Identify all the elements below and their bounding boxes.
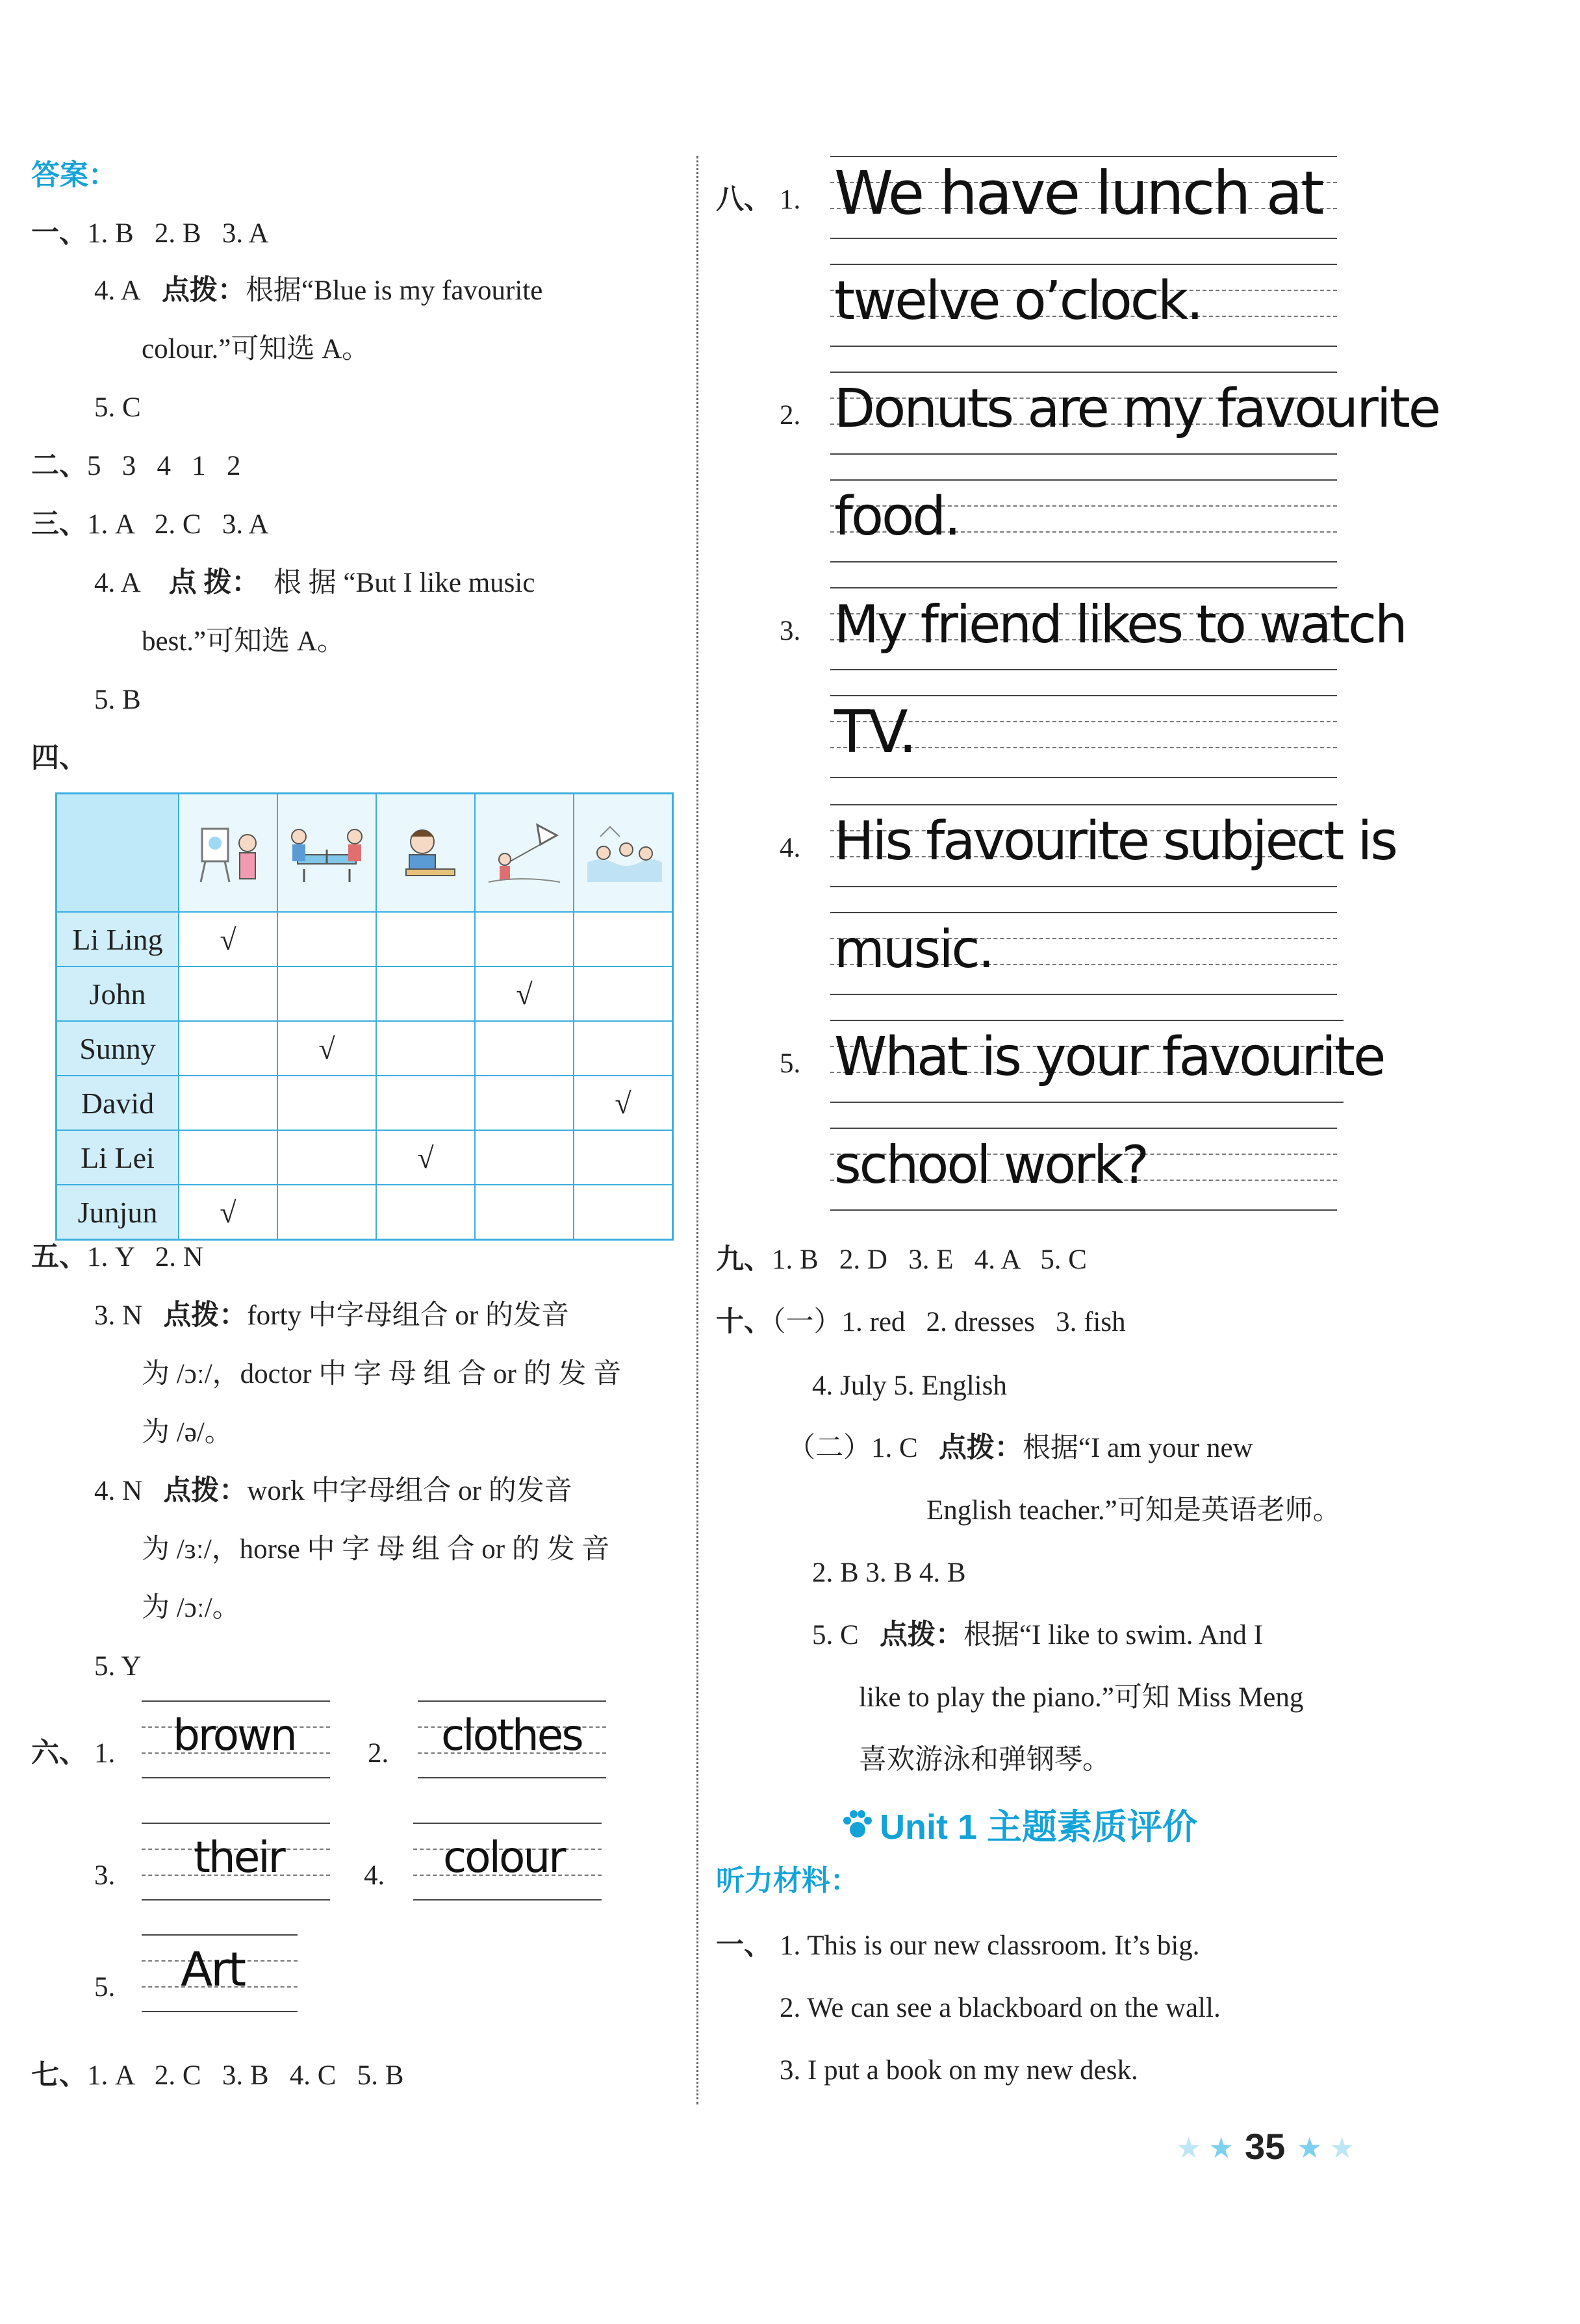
row-mark: √ [179, 1185, 277, 1240]
q6-2-word: clothes [441, 1710, 582, 1760]
row-mark [475, 1185, 574, 1240]
q3-5: 5. B [94, 685, 141, 715]
unit-title: Unit 1 主题素质评价 [880, 1808, 1198, 1847]
q6-1-word: brown [173, 1710, 296, 1760]
q1-4-row [94, 272, 542, 310]
activity-swimming-image [574, 794, 673, 913]
q6-1-num: 1. [94, 1738, 116, 1769]
row-mark: √ [376, 1130, 475, 1185]
row-mark [376, 1076, 475, 1130]
row-name: John [57, 966, 179, 1021]
q3-4-cont: best.”可知选 A。 [142, 626, 345, 657]
star-icon: ★ [1208, 2132, 1234, 2164]
q6-3-num: 3. [94, 1860, 116, 1891]
q4-num: 四、 [31, 743, 87, 774]
q3-num: 三、 [31, 509, 87, 540]
q8-5-num: 5. [780, 1048, 801, 1079]
q10-2-answer: （二）1. C [787, 1433, 918, 1463]
table-row [57, 1130, 673, 1185]
q8-3-text1: My friend likes to watch [834, 594, 1406, 655]
q8-4-num: 4. [780, 833, 801, 863]
q10-2-row [787, 1429, 1253, 1468]
page-number: 35 [1245, 2126, 1286, 2167]
activity-pingpong-image [277, 794, 376, 913]
q2-row [31, 447, 241, 486]
q1-row [31, 214, 269, 253]
table-corner [57, 794, 179, 913]
q8-3-line1 [830, 587, 1406, 678]
q8-3-num: 3. [780, 616, 801, 646]
q8-5-line2 [830, 1128, 1337, 1219]
q3-4-text: 根 据 “But I like music [273, 568, 535, 598]
star-icon: ★ [1297, 2132, 1323, 2164]
q10-2-tip: 点拨： [938, 1433, 1023, 1463]
q5-4-cont: 为 /ɜː/，horse 中 字 母 组 合 or 的 发 音 [142, 1534, 610, 1565]
q1-4-answer: 4. A [94, 275, 141, 306]
listen-item: 3. I put a book on my new desk. [780, 2055, 1138, 2086]
q7-row [31, 2056, 403, 2095]
paw-icon [838, 1805, 877, 1844]
row-mark [475, 1076, 574, 1130]
q3-4-tip: 点 拨： [168, 568, 260, 598]
row-mark [475, 912, 574, 966]
row-mark [277, 912, 376, 966]
row-mark [376, 1185, 475, 1240]
q1-text: 1. B 2. B 3. A [87, 218, 269, 249]
activity-reading-image [376, 794, 475, 913]
row-mark [277, 1130, 376, 1185]
q2-num: 二、 [31, 451, 87, 481]
q5-3-text: forty 中字母组合 or 的发音 [247, 1300, 569, 1331]
q6-5-num: 5. [94, 1972, 116, 2002]
q3-4-row [94, 564, 535, 603]
row-mark [179, 1130, 277, 1185]
q5-text: 1. Y 2. N [87, 1242, 203, 1272]
activity-kite-image [475, 794, 574, 913]
q2-text: 5 3 4 1 2 [87, 451, 241, 481]
q8-5-line1 [830, 1020, 1384, 1111]
q10-row [716, 1303, 1126, 1342]
q5-4-tip: 点拨： [163, 1476, 248, 1506]
q6-num: 六、 [31, 1738, 87, 1769]
row-name: Junjun [57, 1185, 179, 1240]
q5-4-text: work 中字母组合 or 的发音 [247, 1476, 572, 1506]
q10-text: （一）1. red 2. dresses 3. fish [772, 1307, 1126, 1337]
row-name: Li Lei [57, 1130, 179, 1185]
q8-2-line1 [830, 372, 1440, 462]
q8-5-text1: What is your favourite [834, 1026, 1384, 1088]
row-mark: √ [179, 912, 277, 966]
q8-4-line2 [830, 912, 1337, 1003]
q5-4-row [94, 1472, 572, 1511]
q10-2-b: 2. B 3. B 4. B [812, 1558, 966, 1588]
q8-2-num: 2. [780, 400, 801, 431]
row-mark [574, 1021, 673, 1076]
row-mark [376, 1021, 475, 1076]
table-header-row [57, 794, 673, 913]
q7-text: 1. A 2. C 3. B 4. C 5. B [87, 2060, 404, 2091]
q8-3-line2 [830, 695, 1337, 786]
listen-item: 2. We can see a blackboard on the wall. [780, 1993, 1221, 2023]
q8-1-text2: twelve o’clock. [834, 270, 1202, 332]
star-icon: ★ [1329, 2132, 1355, 2164]
q8-1-line2 [830, 264, 1337, 355]
q8-4-line1 [830, 804, 1396, 895]
q3-text: 1. A 2. C 3. A [87, 509, 269, 540]
q8-2-text2: food. [834, 486, 960, 548]
q8-2-text1: Donuts are my favourite [834, 378, 1440, 440]
row-mark [277, 1076, 376, 1130]
column-divider [696, 156, 698, 2104]
q10-5-answer: 5. C [812, 1620, 859, 1650]
q8-1-line1 [830, 156, 1337, 247]
q10-5-tip: 点拨： [879, 1620, 963, 1650]
q10-num: 十、 [716, 1307, 772, 1337]
star-icon: ★ [1176, 2132, 1202, 2164]
unit-title-row [838, 1799, 1197, 1849]
q3-row [31, 505, 269, 544]
row-name: Li Ling [57, 912, 179, 966]
q6-3-writing-lines [142, 1823, 330, 1901]
q1-4-tip: 点拨： [161, 275, 246, 306]
q10-5-row [812, 1616, 1263, 1655]
q6-1-writing-lines [142, 1700, 330, 1778]
q6-2-writing-lines [418, 1700, 606, 1778]
row-name: David [57, 1076, 179, 1130]
listen-num: 一、 [716, 1930, 772, 1961]
row-mark [277, 966, 376, 1021]
row-mark: √ [574, 1076, 673, 1130]
q9-num: 九、 [716, 1244, 772, 1275]
q10-5-text: 根据“I like to swim. And I [963, 1620, 1263, 1650]
table-row [57, 912, 673, 966]
q8-3-text2: TV. [834, 698, 915, 766]
row-mark [574, 1185, 673, 1240]
q5-3-answer: 3. N [94, 1300, 143, 1331]
q3-4-answer: 4. A [94, 568, 141, 598]
row-name: Sunny [57, 1021, 179, 1076]
q10-5-cont2: 喜欢游泳和弹钢琴。 [859, 1745, 1110, 1775]
q10-2-cont: English teacher.”可知是英语老师。 [926, 1495, 1341, 1526]
activity-painting-image [179, 794, 277, 913]
q1-4-text: 根据“Blue is my favourite [245, 275, 543, 306]
q6-5-writing-lines [142, 1934, 298, 2012]
row-mark [179, 1076, 277, 1130]
table-row [57, 1021, 673, 1076]
q8-5-text2: school work? [834, 1135, 1147, 1195]
row-mark [277, 1185, 376, 1240]
q9-text: 1. B 2. D 3. E 4. A 5. C [772, 1244, 1087, 1275]
q1-5: 5. C [94, 392, 141, 423]
q7-num: 七、 [31, 2060, 87, 2091]
row-mark: √ [475, 966, 574, 1021]
row-mark [475, 1021, 574, 1076]
listen-header: 听力材料： [716, 1865, 859, 1897]
q6-4-num: 4. [364, 1860, 385, 1891]
q10-5-cont: like to play the piano.”可知 Miss Meng [859, 1682, 1304, 1713]
row-mark [179, 966, 277, 1021]
q10-cont: 4. July 5. English [812, 1370, 1007, 1401]
q9-row [716, 1241, 1087, 1280]
q6-4-writing-lines [413, 1823, 602, 1901]
q5-3-row [94, 1296, 569, 1335]
row-mark [574, 966, 673, 1021]
row-mark [475, 1130, 574, 1185]
q1-num: 一、 [31, 218, 87, 249]
answer-header: 答案： [31, 159, 117, 191]
q5-num: 五、 [31, 1242, 87, 1272]
row-mark [574, 912, 673, 966]
q5-row [31, 1238, 203, 1277]
q8-1-text1: We have lunch at [834, 158, 1323, 228]
q8-4-text1: His favourite subject is [834, 811, 1396, 872]
q6-2-num: 2. [368, 1738, 389, 1769]
q6-5-word: Art [181, 1942, 245, 1997]
q8-4-text2: music. [834, 919, 993, 979]
q5-3-cont2: 为 /ə/。 [142, 1417, 233, 1448]
row-mark: √ [277, 1021, 376, 1076]
listen-item: 1. This is our new classroom. It’s big. [780, 1930, 1200, 1961]
table-row [57, 1185, 673, 1240]
q6-4-word: colour [443, 1832, 565, 1882]
row-mark [376, 966, 475, 1021]
row-mark [179, 1021, 277, 1076]
q5-3-cont: 为 /ɔː/，doctor 中 字 母 组 合 or 的 发 音 [142, 1359, 622, 1389]
table-row [57, 966, 673, 1021]
q10-2-text: 根据“I am your new [1022, 1433, 1253, 1463]
q8-num: 八、 [716, 184, 772, 215]
q8-1-num: 1. [780, 184, 801, 215]
q5-3-tip: 点拨： [163, 1300, 248, 1331]
row-mark [574, 1130, 673, 1185]
q6-3-word: their [194, 1832, 284, 1882]
q5-4-answer: 4. N [94, 1476, 143, 1506]
q8-2-line2 [830, 479, 1337, 570]
q5-5: 5. Y [94, 1651, 142, 1682]
q5-4-cont2: 为 /ɔː/。 [142, 1593, 240, 1623]
table-row [57, 1076, 673, 1130]
row-mark [376, 912, 475, 966]
q1-4-cont: colour.”可知选 A。 [142, 334, 370, 364]
activity-table [55, 792, 674, 1241]
